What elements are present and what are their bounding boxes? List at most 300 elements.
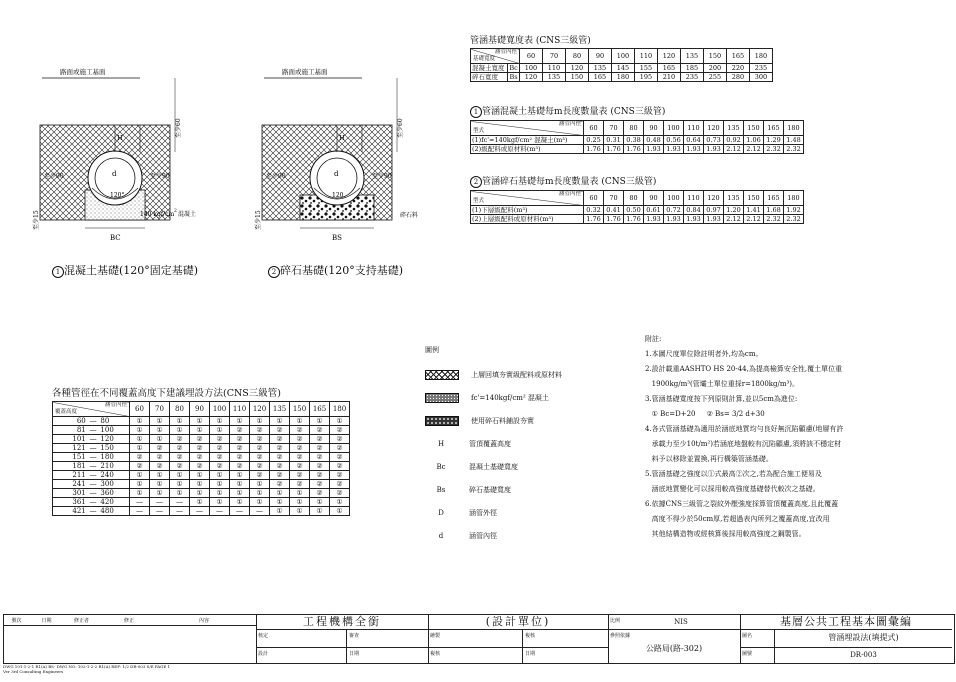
table-cell: 155: [635, 64, 658, 73]
range-to: 150: [99, 444, 129, 453]
table-cell: 185: [681, 64, 704, 73]
method-cell: ②: [190, 444, 210, 453]
method-cell: ①: [130, 444, 150, 453]
method-cell: ②: [330, 444, 350, 453]
method-cell: ①: [130, 480, 150, 489]
table-cell: 0.32: [584, 206, 604, 215]
note-line: 高度不得少於50cm厚,若超過表內所列之覆蓋高度,宜改用: [645, 515, 830, 523]
method-cell: ①: [250, 417, 270, 426]
legend-symbol: [425, 393, 459, 403]
legend-title: 圖例: [425, 346, 439, 354]
method-cell: ②: [270, 462, 290, 471]
corner-left-label: 覆蓋高度: [55, 409, 78, 415]
d-label: d: [112, 170, 117, 178]
method-cell: ②: [290, 480, 310, 489]
table-row: [53, 444, 350, 453]
row-label: (1)fc'=140kgf/cm² 混凝土(m³): [471, 136, 584, 145]
note-line: 3.管涵基礎寬度按下列原則計算,並以5cm為進位:: [645, 395, 798, 403]
table-cell: 1.93: [684, 145, 704, 154]
method-cell: ①: [170, 489, 190, 498]
method-cell: ②: [290, 426, 310, 435]
method-cell: ②: [130, 462, 150, 471]
col-header: 70: [543, 49, 566, 64]
method-cell: ①: [230, 498, 250, 507]
method-cell: ①: [190, 489, 210, 498]
method-cell: ②: [150, 444, 170, 453]
method-cell: ①: [190, 480, 210, 489]
col-header: 135: [724, 191, 744, 206]
method-cell: ②: [210, 435, 230, 444]
range-from: 101: [53, 435, 87, 444]
table-row: [471, 73, 773, 82]
table-cell: 0.64: [684, 136, 704, 145]
method-cell: ②: [330, 480, 350, 489]
table-cell: 2.32: [764, 215, 784, 224]
table-cell: 1.93: [704, 145, 724, 154]
method-cell: ①: [270, 498, 290, 507]
table-cell: 150: [566, 73, 589, 82]
method-cell: ②: [190, 435, 210, 444]
legend-symbol: d: [438, 531, 444, 540]
method-cell: —: [210, 507, 230, 516]
method-cell: ②: [130, 453, 150, 462]
method-cell: ①: [230, 417, 250, 426]
method-cell: ②: [330, 453, 350, 462]
method-cell: ②: [270, 453, 290, 462]
table-cell: 200: [704, 64, 727, 73]
method-cell: ②: [330, 489, 350, 498]
method-cell: ①: [250, 480, 270, 489]
legend-text: 碎石基礎寬度: [469, 485, 511, 494]
legend-item: [425, 455, 625, 478]
table-cell: 1.20: [724, 206, 744, 215]
table-cell: 0.92: [724, 136, 744, 145]
method-cell: ①: [170, 471, 190, 480]
col-header: 90: [644, 121, 664, 136]
method-cell: ①: [150, 480, 170, 489]
col-header: 120: [704, 121, 724, 136]
width-table-title: 管涵基礎寬度表 (CNS三級管): [470, 36, 591, 46]
range-to: 100: [99, 426, 129, 435]
range-from: 81: [53, 426, 87, 435]
col-header: 100: [664, 121, 684, 136]
table-row: [53, 462, 350, 471]
method-cell: ①: [170, 426, 190, 435]
method-cell: ②: [290, 444, 310, 453]
table-cell: 0.38: [624, 136, 644, 145]
h-label: H: [117, 134, 123, 142]
method-cell: ①: [190, 498, 210, 507]
table-cell: 2.12: [744, 215, 764, 224]
table-row: [471, 136, 804, 145]
method-cell: ①: [290, 417, 310, 426]
method-cell: ①: [150, 417, 170, 426]
col-header: 80: [624, 191, 644, 206]
bottom-min-label: 至少15: [255, 210, 262, 230]
table-cell: 0.31: [604, 136, 624, 145]
note-line: 5.管涵基礎之強度以①式最高②次之,若為配合施工便易及: [645, 470, 822, 478]
col-header: 180: [750, 49, 773, 64]
method-cell: ②: [310, 453, 330, 462]
method-cell: ①: [230, 489, 250, 498]
table-cell: 2.32: [784, 215, 804, 224]
table-cell: 1.93: [644, 145, 664, 154]
table-row: [471, 206, 804, 215]
method-cell: ①: [130, 471, 150, 480]
gravel-table-title: 2 管涵碎石基礎每m長度數量表 (CNS三級管): [470, 174, 804, 188]
table-cell: 1.93: [664, 145, 684, 154]
col-header: 100: [210, 402, 230, 417]
notes-title: 附註:: [645, 335, 662, 343]
method-cell: ②: [270, 426, 290, 435]
method-cell: ①: [270, 507, 290, 516]
table-row: [471, 215, 804, 224]
col-header: 90: [589, 49, 612, 64]
col-header: 80: [624, 121, 644, 136]
legend-item: [425, 409, 625, 432]
method-cell: ②: [250, 435, 270, 444]
method-cell: ①: [210, 426, 230, 435]
method-cell: —: [170, 507, 190, 516]
method-cell: ②: [310, 471, 330, 480]
burial-table: [52, 401, 350, 516]
col-header: 60: [584, 191, 604, 206]
table-header-row: [471, 49, 773, 64]
top-min-label: 至少60: [397, 118, 404, 138]
method-cell: ②: [290, 471, 310, 480]
method-cell: ②: [250, 462, 270, 471]
col-header: 150: [290, 402, 310, 417]
col-header: 120: [704, 191, 724, 206]
row-label: (1)下層級配料(m³): [471, 206, 584, 215]
note-line: 涵底地質變化可以採用較高強度基礎替代較次之基礎。: [645, 485, 820, 493]
method-cell: ②: [230, 444, 250, 453]
table-cell: 0.56: [664, 136, 684, 145]
method-cell: ②: [270, 471, 290, 480]
concrete-foundation-diagram: [30, 60, 250, 250]
method-cell: ①: [310, 417, 330, 426]
method-cell: ①: [130, 417, 150, 426]
width-label: BS: [332, 234, 342, 242]
method-cell: ①: [330, 417, 350, 426]
method-cell: ①: [290, 489, 310, 498]
row-symbol: Bs: [509, 73, 518, 81]
method-cell: ②: [170, 462, 190, 471]
concrete-table-block: [470, 104, 804, 154]
table-cell: 1.93: [684, 215, 704, 224]
range-from: 151: [53, 453, 87, 462]
table-cell: 1.92: [784, 206, 804, 215]
legend-symbol: [425, 416, 459, 426]
col-header: 165: [764, 121, 784, 136]
table-cell: 235: [750, 64, 773, 73]
table-cell: 0.73: [704, 136, 724, 145]
col-header: 120: [250, 402, 270, 417]
row-label: 混凝土寬度: [471, 64, 508, 73]
method-cell: ②: [270, 444, 290, 453]
h-label: H: [339, 134, 345, 142]
method-cell: ①: [330, 498, 350, 507]
range-to: 240: [99, 471, 129, 480]
table-corner-cell: [471, 121, 584, 136]
note-line: 4.各式管涵基礎為適用於涵底地質均勻良好無沉陷顧慮(地層有許: [645, 425, 844, 433]
table-cell: 165: [658, 64, 681, 73]
burial-table-block: [52, 385, 350, 516]
note-line: 6.依據CNS三級管之裂紋外壓強度採算管頂覆蓋高度,且此覆蓋: [645, 500, 839, 508]
method-cell: ②: [150, 462, 170, 471]
method-cell: ①: [150, 435, 170, 444]
left-caption: 1 混凝土基礎(120°固定基礎): [52, 262, 198, 278]
method-cell: ②: [230, 435, 250, 444]
table-corner-cell: [53, 402, 130, 417]
method-cell: ②: [190, 453, 210, 462]
range-from: 301: [53, 489, 87, 498]
side-right-label: 至少90: [372, 173, 392, 180]
burial-table-title: 各種管徑在不同覆蓋高度下建議埋設方法(CNS三級管): [52, 388, 282, 399]
table-cell: 1.93: [704, 215, 724, 224]
legend-item: [425, 432, 625, 455]
method-cell: ②: [150, 453, 170, 462]
annotation: 140 kgf/cm: [140, 211, 175, 218]
agency-name: 工程機構全銜: [256, 615, 428, 630]
method-cell: ②: [170, 435, 190, 444]
corner-top-label: 涵管內徑: [104, 402, 127, 408]
method-cell: ②: [290, 435, 310, 444]
drawing-number: DR-003: [850, 651, 877, 659]
note-line: 1900kg/m³(管壩土單位重採r=1800kg/m³)。: [645, 380, 800, 388]
col-header: 110: [684, 191, 704, 206]
range-to: 180: [99, 453, 129, 462]
legend-text: 混凝土基礎寬度: [469, 462, 518, 471]
method-cell: ②: [210, 453, 230, 462]
range-dash: —: [87, 435, 100, 444]
table-header-row: [53, 402, 350, 417]
width-table-block: [470, 33, 773, 82]
table-cell: 1.76: [584, 215, 604, 224]
col-header: 100: [664, 191, 684, 206]
legend-symbol: Bc: [436, 462, 446, 471]
table-row: [53, 426, 350, 435]
corner-left-label: 基礎寬度: [473, 56, 496, 62]
table-corner-cell: [471, 191, 584, 206]
table-cell: 1.93: [644, 215, 664, 224]
method-cell: —: [150, 498, 170, 507]
range-to: 120: [99, 435, 129, 444]
method-cell: ①: [210, 489, 230, 498]
method-cell: ②: [310, 435, 330, 444]
legend-symbol: [425, 370, 459, 380]
right-caption: 2 碎石基礎(120°支持基礎): [268, 262, 403, 278]
method-cell: ②: [330, 435, 350, 444]
method-cell: ②: [290, 453, 310, 462]
legend: [425, 345, 625, 547]
col-header: 60: [584, 121, 604, 136]
method-cell: ②: [230, 453, 250, 462]
range-from: 181: [53, 462, 87, 471]
table-cell: 110: [543, 64, 566, 73]
method-cell: ②: [330, 426, 350, 435]
range-dash: —: [87, 489, 100, 498]
method-cell: ①: [130, 489, 150, 498]
table-cell: 120: [566, 64, 589, 73]
col-header: 100: [612, 49, 635, 64]
table-cell: 165: [589, 73, 612, 82]
table-row: [53, 480, 350, 489]
range-dash: —: [87, 453, 100, 462]
corner-top-label: 涵管內徑: [558, 191, 581, 197]
table-cell: 210: [658, 73, 681, 82]
table-cell: 1.06: [744, 136, 764, 145]
top-min-label: 至少60: [175, 118, 182, 138]
table-cell: 1.41: [744, 206, 764, 215]
reference-value: 公路局(路-302): [645, 644, 703, 653]
range-from: 421: [53, 507, 87, 516]
col-header: 135: [681, 49, 704, 64]
note-line: 2.設計載重AASHTO HS 20-44,為提高檢算安全性,覆土單位重: [645, 365, 843, 373]
method-cell: ①: [270, 417, 290, 426]
col-header: 180: [784, 191, 804, 206]
table-cell: 2.32: [764, 145, 784, 154]
side-right-label: 至少90: [150, 173, 170, 180]
legend-item: [425, 478, 625, 501]
range-dash: —: [87, 498, 100, 507]
table-cell: 1.76: [604, 145, 624, 154]
range-dash: —: [87, 471, 100, 480]
bottom-min-label: 至少15: [33, 210, 40, 230]
row-label: (2)級配料或原材料(m³): [471, 145, 584, 154]
col-header: 180: [330, 402, 350, 417]
method-cell: ②: [170, 444, 190, 453]
table-row: [471, 64, 773, 73]
legend-text: 涵管內徑: [469, 531, 497, 540]
design-unit: (設計單位): [428, 615, 608, 630]
method-cell: ②: [270, 480, 290, 489]
method-cell: ①: [150, 426, 170, 435]
table-cell: 2.32: [784, 145, 804, 154]
range-to: 210: [99, 462, 129, 471]
col-header: 60: [520, 49, 543, 64]
width-label: BC: [110, 234, 121, 242]
method-cell: ②: [310, 462, 330, 471]
gravel-foundation-diagram: [252, 60, 472, 250]
col-header: 180: [784, 121, 804, 136]
method-cell: ①: [310, 498, 330, 507]
concrete-table-title: 1 管涵混凝土基礎每m長度數量表 (CNS三級管): [470, 104, 804, 118]
col-header: 80: [566, 49, 589, 64]
col-header: 135: [270, 402, 290, 417]
legend-item: [425, 501, 625, 524]
table-cell: 235: [681, 73, 704, 82]
method-cell: ②: [230, 426, 250, 435]
col-header: 90: [190, 402, 210, 417]
table-cell: 0.25: [584, 136, 604, 145]
col-header: 70: [604, 121, 624, 136]
range-from: 60: [53, 417, 87, 426]
method-cell: ①: [210, 498, 230, 507]
table-row: [53, 471, 350, 480]
legend-symbol: D: [438, 508, 444, 517]
gravel-table: [470, 190, 804, 224]
title-block: 號次 日期 修正者 修正 內容 工程機構全銜 核定 審查 設計 日期 (設計單位) 繪製 複核 複核 日期 比例 NIS 參照依據 公路局(路-302) 基層公共工程基本圖彙編 圖名 管涵埋設法(填提式) 圖號 DR-003: [3, 614, 955, 664]
side-left-label: 至少90: [266, 173, 286, 180]
range-dash: —: [87, 462, 100, 471]
col-header: 120: [658, 49, 681, 64]
table-cell: 255: [704, 73, 727, 82]
table-cell: 0.61: [644, 206, 664, 215]
col-header: 70: [604, 191, 624, 206]
legend-text: 上層回填夯實級配料或原材料: [471, 370, 562, 379]
legend-item: [425, 386, 625, 409]
table-cell: 2.12: [724, 145, 744, 154]
method-cell: ①: [150, 471, 170, 480]
col-header: 110: [635, 49, 658, 64]
method-cell: ①: [290, 507, 310, 516]
method-cell: ②: [310, 444, 330, 453]
range-to: 420: [99, 498, 129, 507]
legend-text: 涵管外徑: [469, 508, 497, 517]
method-cell: ②: [330, 471, 350, 480]
table-cell: 2.12: [724, 215, 744, 224]
ground-label: 路面或施工基面: [60, 68, 106, 76]
table-cell: 1.93: [664, 215, 684, 224]
row-label: (2)上層級配料或原材料(m³): [471, 215, 584, 224]
method-cell: ①: [250, 498, 270, 507]
table-row: [53, 453, 350, 462]
method-cell: ①: [230, 471, 250, 480]
method-cell: ①: [310, 507, 330, 516]
method-cell: ②: [250, 426, 270, 435]
table-cell: 220: [727, 64, 750, 73]
table-corner-cell: [471, 49, 520, 64]
method-cell: ②: [210, 444, 230, 453]
table-cell: 280: [727, 73, 750, 82]
table-cell: 1.76: [604, 215, 624, 224]
table-header-row: [471, 121, 804, 136]
method-cell: ①: [210, 417, 230, 426]
col-header: 80: [170, 402, 190, 417]
method-cell: ①: [130, 435, 150, 444]
legend-symbol: H: [437, 439, 445, 448]
range-from: 241: [53, 480, 87, 489]
method-cell: ②: [330, 462, 350, 471]
scale-value: NIS: [674, 618, 688, 626]
table-row: [53, 498, 350, 507]
notes: [645, 332, 865, 542]
range-dash: —: [87, 444, 100, 453]
col-header: 150: [704, 49, 727, 64]
table-cell: 1.76: [624, 215, 644, 224]
row-label: 碎石寬度: [471, 73, 508, 82]
range-from: 361: [53, 498, 87, 507]
col-header: 165: [310, 402, 330, 417]
note-line: 1.本圖尺度單位除註明者外,均為cm。: [645, 350, 763, 358]
d-label: d: [334, 170, 339, 178]
table-cell: 1.76: [584, 145, 604, 154]
method-cell: ②: [250, 444, 270, 453]
annotation-sup: 2: [174, 209, 177, 214]
legend-item: [425, 524, 625, 547]
table-row: [53, 489, 350, 498]
table-row: [53, 417, 350, 426]
project-title: 基層公共工程基本圖彙編: [740, 615, 952, 630]
method-cell: ②: [250, 471, 270, 480]
corner-left-label: 型式: [473, 198, 485, 204]
concrete-table: [470, 120, 804, 154]
col-header: 150: [744, 121, 764, 136]
method-cell: ②: [190, 462, 210, 471]
drawing-name: 管涵埋設法(填提式): [828, 633, 899, 642]
method-cell: ①: [170, 480, 190, 489]
